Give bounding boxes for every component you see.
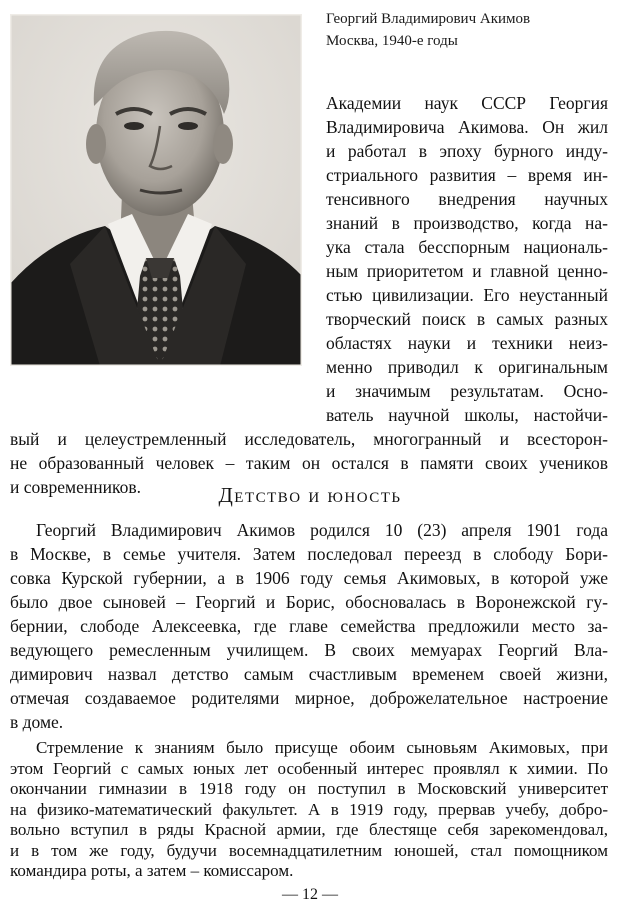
caption-name: Георгий Владимирович Акимов	[326, 11, 531, 27]
paragraph-line: окончании гимназии в 1918 году он поступил в Московский университет	[10, 779, 608, 798]
page-number: — 12 —	[282, 885, 338, 903]
paragraph-line: отмечая создаваемое родителями мирное, доброжелательное настроение	[10, 688, 608, 708]
paragraph-line: командира роты, а затем – комиссаром.	[10, 861, 294, 880]
intro-line: Академии наук СССР Георгия	[326, 93, 608, 113]
intro-line: ука стала бесспорным националь-	[326, 237, 608, 257]
paragraph-line: димирович назвал детство самым счастливым временем своей жизни,	[10, 664, 608, 684]
caption-place-date: Москва, 1940-е годы	[326, 33, 458, 49]
intro-line: творческий поиск в самых разных	[326, 309, 608, 329]
paragraph-line: в Москве, в семье учителя. Затем последовал переезд в слободу Бори-	[10, 544, 608, 564]
paragraph-line: вольно вступил в ряды Красной армии, где блестяще себя зарекомендовал,	[10, 820, 608, 839]
intro-line: и современников.	[10, 477, 141, 497]
intro-line: тенсивного внедрения научных	[326, 189, 608, 209]
photo-caption	[326, 8, 530, 52]
paragraph-line: Стремление к знаниям было присуще обоим сыновьям Акимовых, при	[36, 738, 608, 757]
paragraph-line: ведующего ремесленным училищем. В своих мемуарах Георгий Вла-	[10, 640, 608, 660]
portrait-photo	[10, 14, 302, 366]
paragraph-line: этом Георгий с самых юных лет особенный интерес проявлял к химии. По	[10, 758, 608, 778]
intro-line: стриального развития – время ин-	[326, 165, 608, 185]
paragraph-line: бернии, слободе Алексеевка, где главе семейства предложили место за-	[10, 616, 608, 636]
paragraph-line: было двое сыновей – Георгий и Борис, обосновалась в Воронежской гу-	[10, 592, 608, 612]
intro-line: знаний в производство, когда на-	[326, 213, 608, 233]
paragraph-line: в доме.	[10, 712, 64, 732]
intro-line: Владимировича Акимова. Он жил	[326, 117, 608, 137]
intro-line: ным приоритетом и главной ценно-	[326, 261, 608, 281]
intro-line: менно приводил к оригинальным	[326, 357, 608, 377]
paragraph-line: совка Курской губернии, а в 1906 году семья Акимовых, в которой уже	[10, 568, 608, 588]
intro-line: и работал в эпоху бурного инду-	[326, 141, 608, 161]
intro-line: ватель научной школы, настойчи-	[326, 405, 608, 425]
intro-line: вый и целеустремленный исследователь, многогранный и всесторон-	[10, 429, 608, 449]
intro-line: областях науки и техники неиз-	[326, 333, 608, 353]
paragraph-line: на физико-математический факультет. А в 1919 году, прервав учебу, добро-	[10, 799, 608, 819]
intro-line: и значимым результатам. Осно-	[326, 381, 608, 401]
paragraph-line: Георгий Владимирович Акимов родился 10 (23) апреля 1901 года	[36, 520, 608, 540]
intro-line: стью цивилизации. Его неустанный	[326, 285, 608, 305]
intro-line: не образованный человек – таким он остался в памяти своих учеников	[10, 453, 608, 473]
section-heading: Детство и юность	[218, 483, 402, 507]
paragraph-line: и в том же году, будучи восемнадцатилетним юношей, стал помощником	[10, 840, 608, 860]
